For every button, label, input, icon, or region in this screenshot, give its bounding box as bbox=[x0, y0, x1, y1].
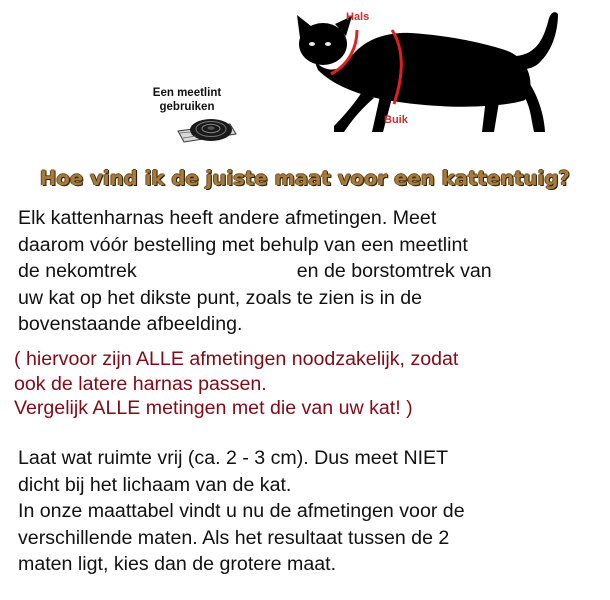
belly-label: Buik bbox=[384, 114, 408, 126]
intro-line-1: Elk kattenharnas heeft andere afmetingen. Meet bbox=[18, 207, 437, 229]
measurement-illustration bbox=[0, 0, 610, 160]
warning-line-3: Vergelijk ALLE metingen met die van uw kat! ) bbox=[14, 397, 413, 419]
intro-line-4: uw kat op het dikste punt, zoals te zien is in de bbox=[18, 286, 423, 309]
tape-caption-line-2: gebruiken bbox=[159, 101, 215, 113]
intro-line-5: bovenstaande afbeelding. bbox=[18, 313, 243, 335]
page-title: Hoe vind ik de juiste maat voor een kattentuig? bbox=[40, 167, 570, 190]
outro-line-1: Laat wat ruimte vrij (ca. 2 - 3 cm). Dus meet NIET bbox=[18, 447, 449, 469]
measuring-tape-icon bbox=[178, 119, 236, 142]
outro-line-5: maten ligt, kies dan de grotere maat. bbox=[18, 553, 337, 575]
warning-line-2: ook de latere harnas passen. bbox=[14, 372, 267, 395]
intro-line-3b: en de borstomtrek van bbox=[296, 260, 492, 282]
intro-paragraph bbox=[18, 205, 603, 338]
tape-caption-line-1: Een meetlint bbox=[152, 87, 222, 99]
outro-paragraph bbox=[18, 445, 603, 578]
warning-line-1: ( hiervoor zijn ALLE afmetingen noodzakelijk, zodat bbox=[14, 348, 459, 370]
warning-note bbox=[14, 347, 604, 421]
cat-diagram bbox=[0, 0, 610, 160]
outro-line-3: In onze maattabel vindt u nu de afmetingen voor de bbox=[18, 500, 465, 522]
outro-line-2: dicht bij het lichaam van de kat. bbox=[18, 473, 292, 496]
neck-label: Hals bbox=[346, 11, 370, 23]
outro-line-4: verschillende maten. Als het resultaat tussen de 2 bbox=[18, 526, 450, 549]
intro-line-2: daarom vóór bestelling met behulp van een meetlint bbox=[18, 233, 468, 256]
tape-caption bbox=[132, 86, 242, 114]
intro-line-3a: de nekomtrek bbox=[18, 260, 137, 282]
